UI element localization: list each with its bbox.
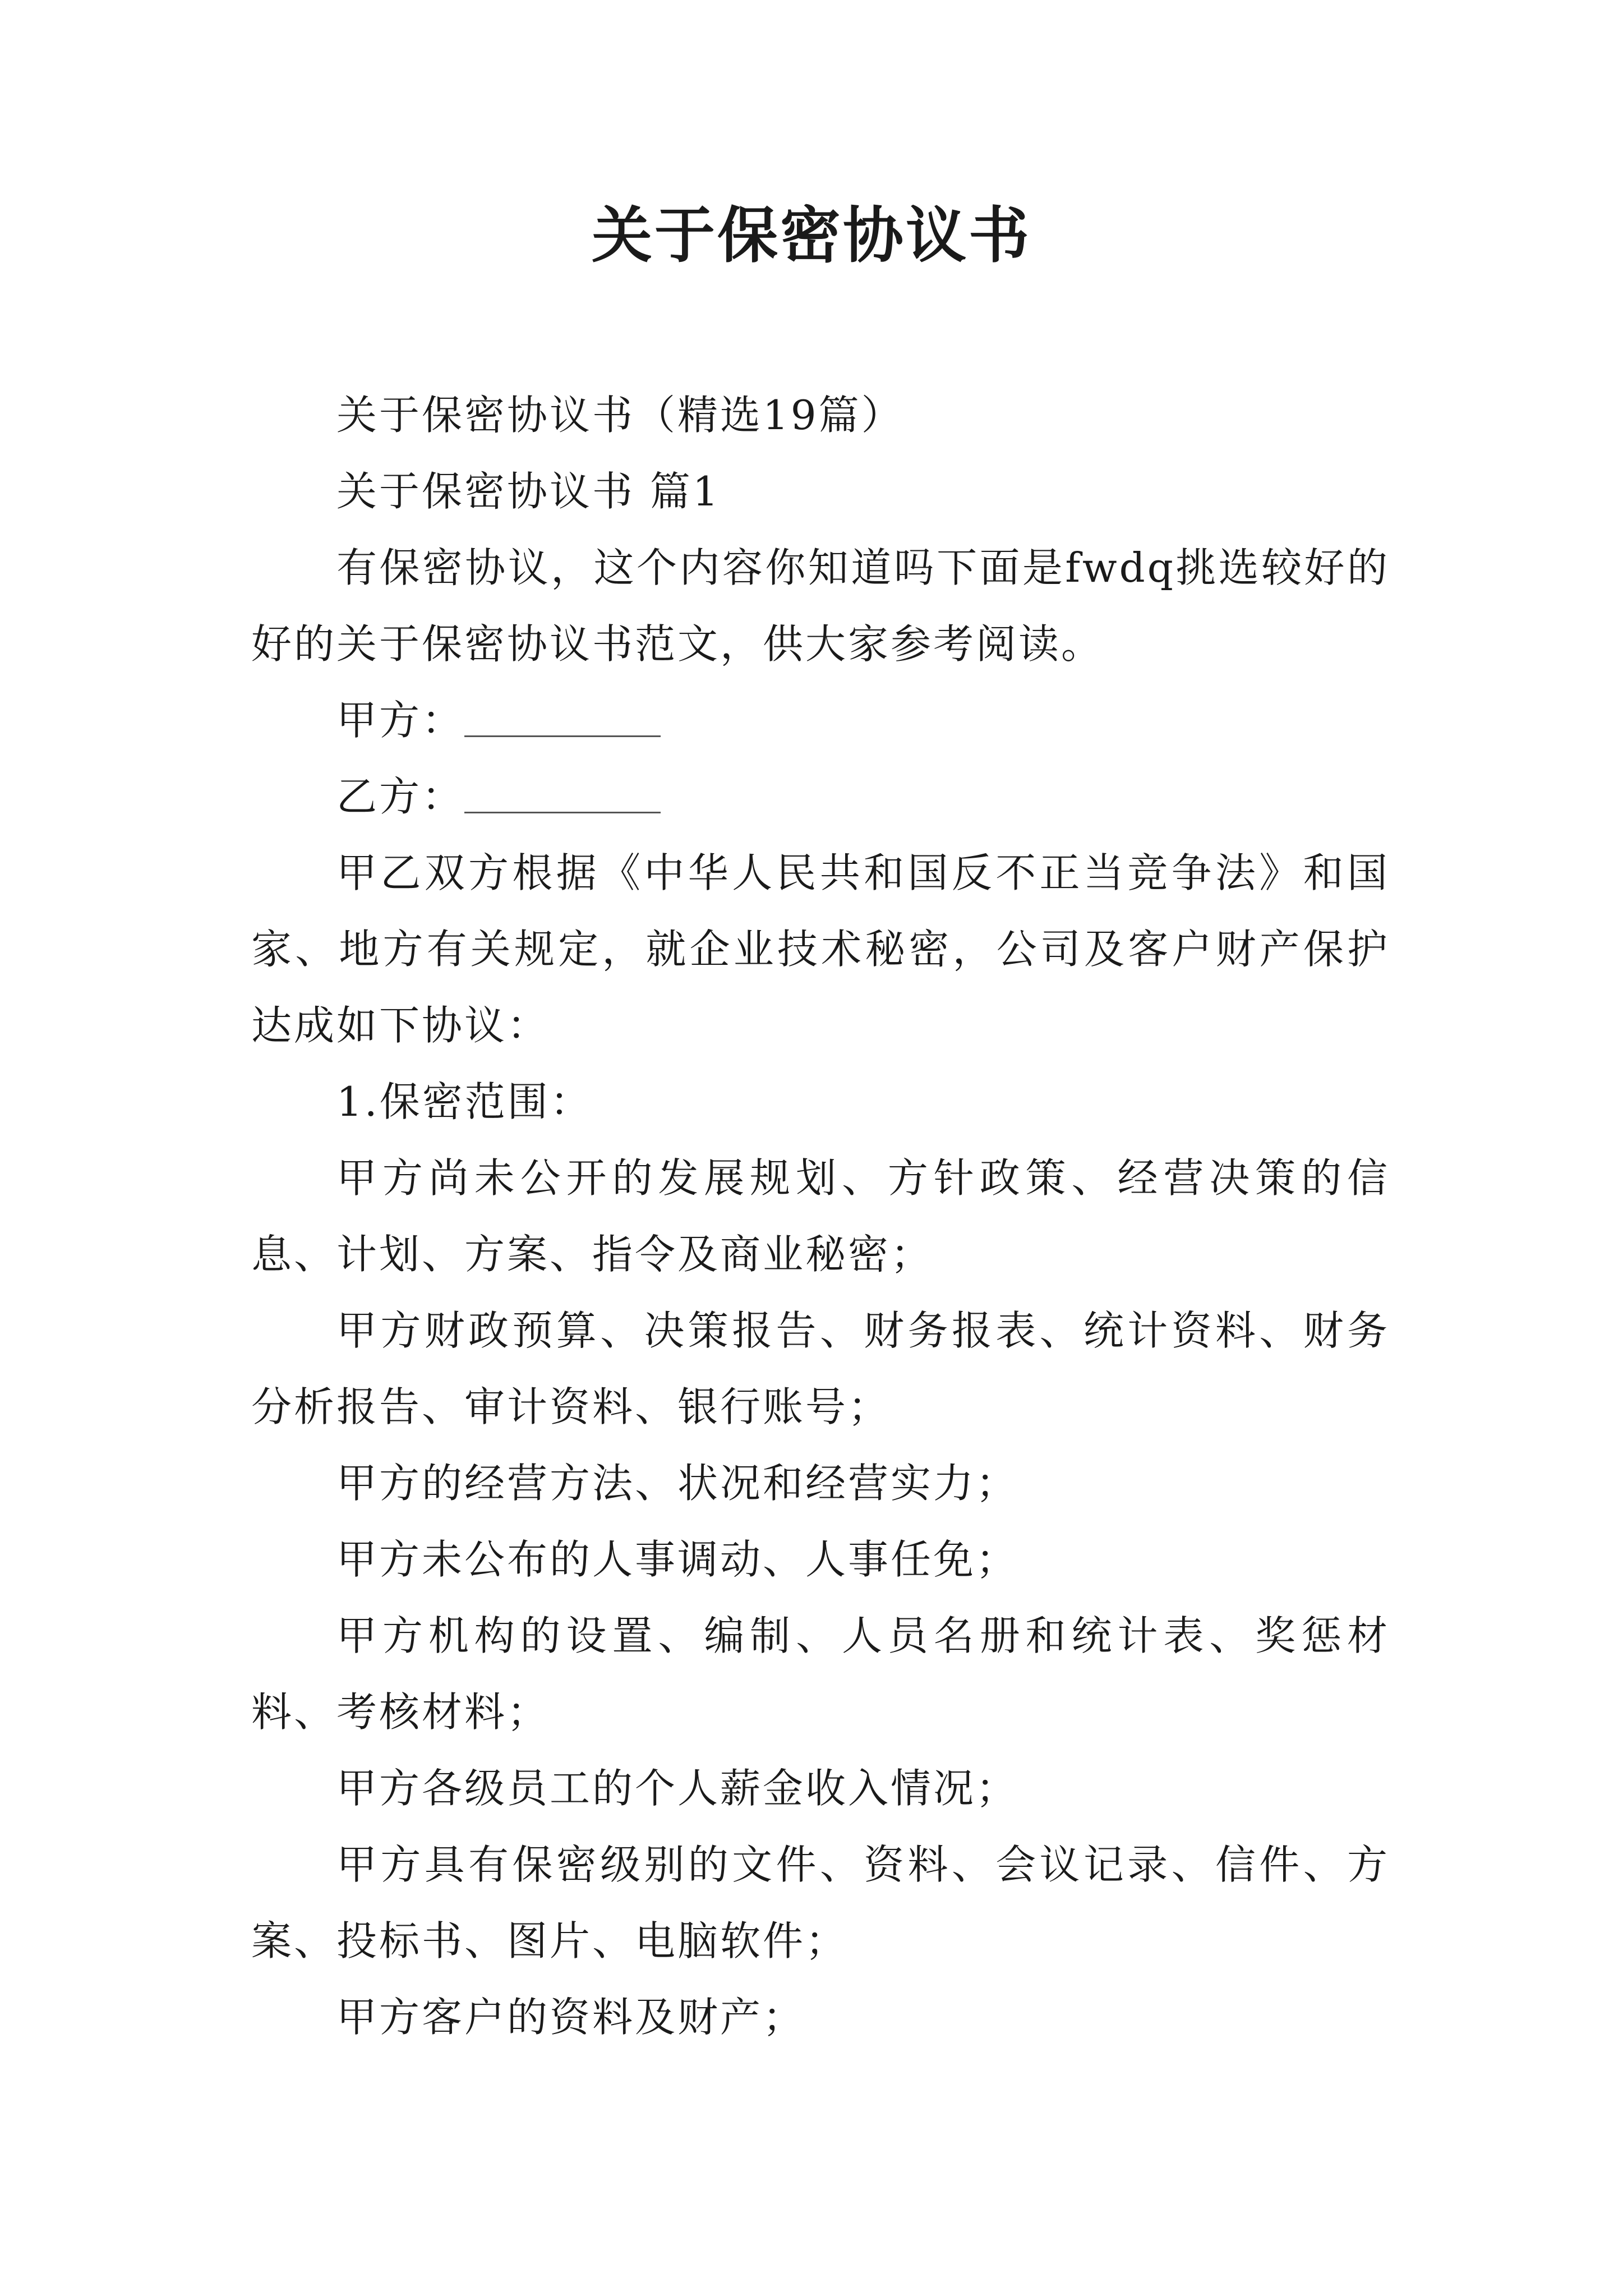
- scope-heading: 1.保密范围：: [336, 1078, 593, 1125]
- scope-item: 甲方具有保密级别的文件、资料、会议记录、信件、方案、投标书、图片、电脑软件；: [251, 1841, 1390, 1964]
- party-b-blank: [464, 812, 661, 813]
- subtitle: 关于保密协议书（精选19篇）: [336, 392, 904, 439]
- scope-item: 甲方尚未公开的发展规划、方针政策、经营决策的信息、计划、方案、指令及商业秘密；: [251, 1154, 1390, 1278]
- document-body: [251, 377, 1390, 2055]
- party-a-label: 甲方：: [336, 697, 465, 744]
- scope-item: 甲方各级员工的个人薪金收入情况；: [336, 1765, 1019, 1812]
- scope-item: 甲方未公布的人事调动、人事任免；: [336, 1536, 1019, 1583]
- party-b-line: [251, 758, 1390, 835]
- scope-item: 甲方客户的资料及财产；: [336, 1994, 806, 2041]
- section-heading: 关于保密协议书 篇1: [336, 468, 721, 515]
- preamble-paragraph: 甲乙双方根据《中华人民共和国反不正当竞争法》和国家、地方有关规定，就企业技术秘密，公司及客户财产保护达成如下协议：: [251, 849, 1390, 1049]
- scope-item: 甲方的经营方法、状况和经营实力；: [336, 1460, 1019, 1507]
- intro-paragraph: 有保密协议，这个内容你知道吗下面是fwdq挑选较好的好的关于保密协议书范文，供大家参考阅读。: [251, 544, 1390, 668]
- scope-item: 甲方机构的设置、编制、人员名册和统计表、奖惩材料、考核材料；: [251, 1612, 1390, 1736]
- scope-item: 甲方财政预算、决策报告、财务报表、统计资料、财务分析报告、审计资料、银行账号；: [251, 1307, 1390, 1430]
- document-title: 关于保密协议书: [591, 200, 1031, 271]
- party-b-label: 乙方：: [336, 773, 465, 820]
- party-a-blank: [464, 735, 661, 737]
- party-a-line: [251, 682, 1390, 758]
